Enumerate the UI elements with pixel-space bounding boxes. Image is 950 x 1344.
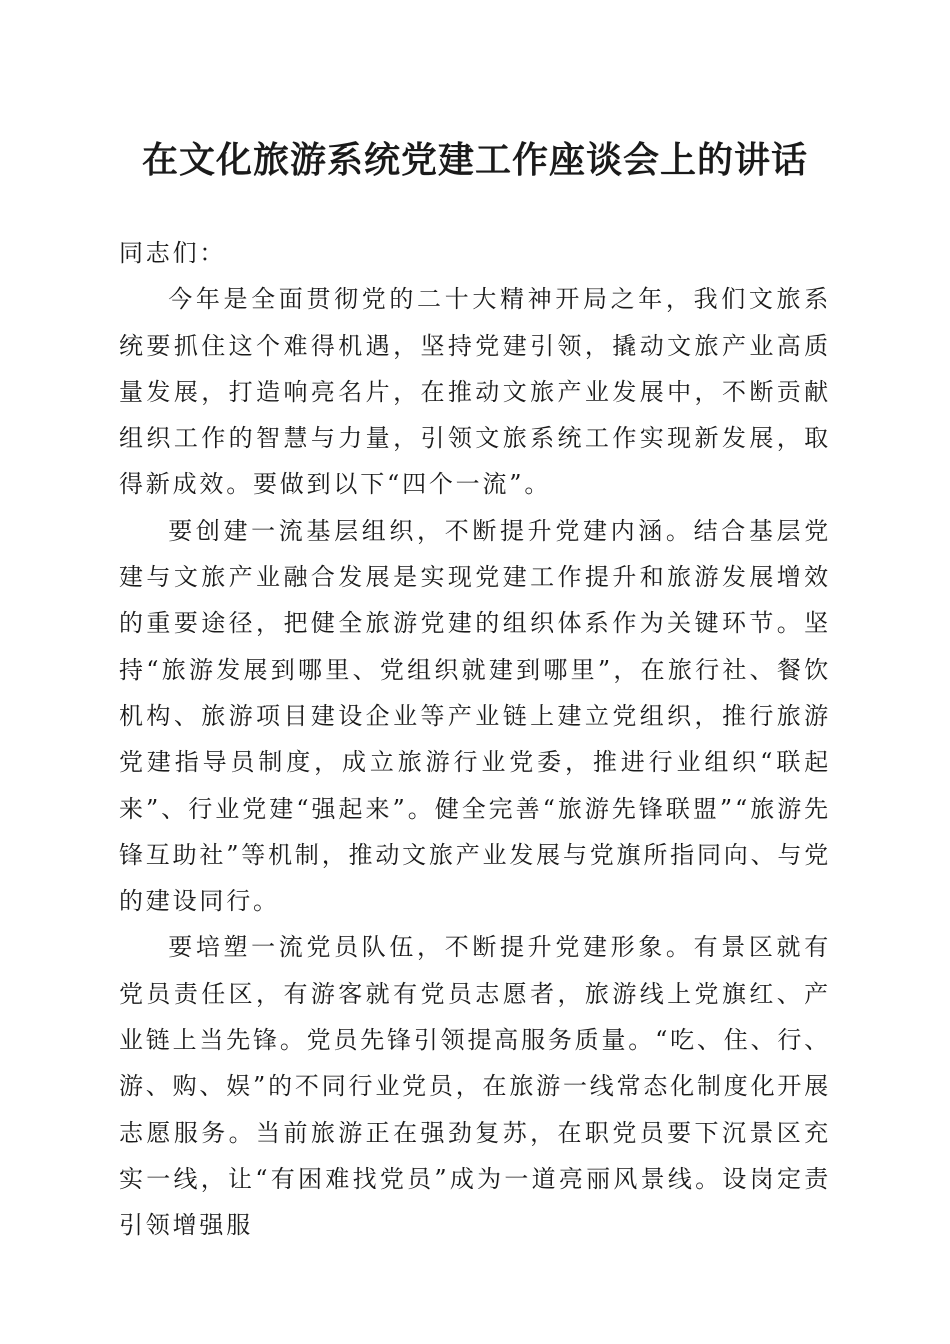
paragraph-3: 要培塑一流党员队伍，不断提升党建形象。有景区就有党员责任区，有游客就有党员志愿者，旅游线上党旗红、产业链上当先锋。党员先锋引领提高服务质量。“吃、住、行、游、购、娱”的不同行业党员，在旅游一线常态化制度化开展志愿服务。当前旅游正在强劲复苏，在职党员要下沉景区充实一线，让“有困难找党员”成为一道亮丽风景线。设岗定责引领增强服 xyxy=(119,933,831,1240)
salutation: 同志们： xyxy=(119,239,227,267)
paragraph-2: 要创建一流基层组织，不断提升党建内涵。结合基层党建与文旅产业融合发展是实现党建工作提升和旅游发展增效的重要途径，把健全旅游党建的组织体系作为关键环节。坚持“旅游发展到哪里、党组织就建到哪里”，在旅行社、餐饮机构、旅游项目建设企业等产业链上建立党组织，推行旅游党建指导员制度，成立旅游行业党委，推进行业组织“联起来”、行业党建“强起来”。健全完善“旅游先锋联盟”“旅游先锋互助社”等机制，推动文旅产业发展与党旗所指同向、与党的建设同行。 xyxy=(119,516,831,916)
document-title: 在文化旅游系统党建工作座谈会上的讲话 xyxy=(141,139,808,181)
document-body xyxy=(119,230,831,1249)
paragraph-1: 今年是全面贯彻党的二十大精神开局之年，我们文旅系统要抓住这个难得机遇，坚持党建引领，撬动文旅产业高质量发展，打造响亮名片，在推动文旅产业发展中，不断贡献组织工作的智慧与力量，引领文旅系统工作实现新发展，取得新成效。要做到以下“四个一流”。 xyxy=(119,285,831,499)
